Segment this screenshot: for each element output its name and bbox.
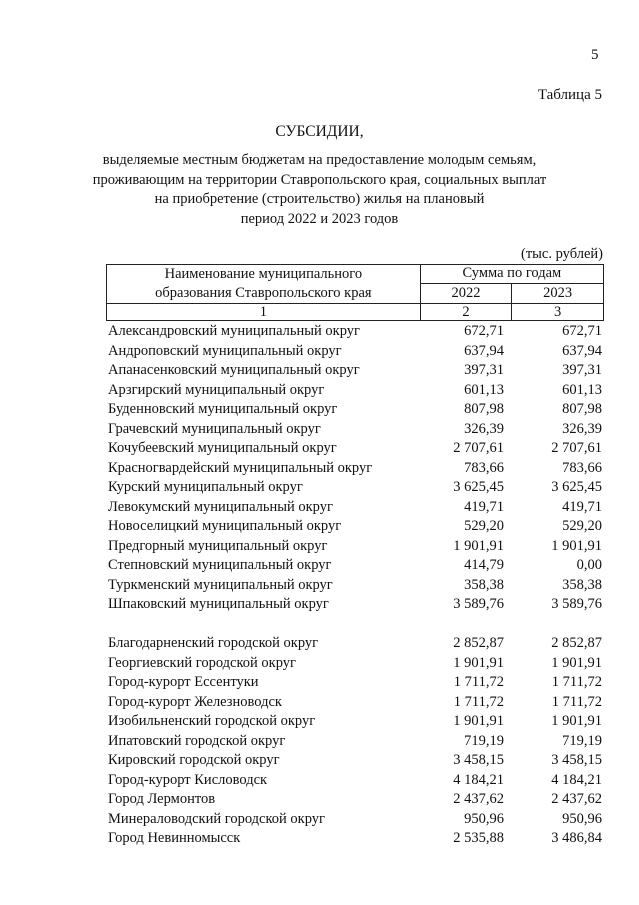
row-value-2022: 807,98 <box>464 401 504 417</box>
header-name-line2: образования Ставропольского края <box>155 285 372 301</box>
row-value-2022: 1 901,91 <box>453 713 504 729</box>
column-number-1: 1 <box>107 304 421 321</box>
row-value-2022: 414,79 <box>464 557 504 573</box>
row-value-2022: 2 707,61 <box>453 440 504 456</box>
subtitle-line: период 2022 и 2023 годов <box>240 210 399 227</box>
table-row <box>108 829 602 849</box>
table-row <box>108 400 602 420</box>
row-name: Изобильненский городской округ <box>108 713 316 729</box>
row-value-2022: 326,39 <box>464 420 504 437</box>
row-name: Грачевский муниципальный округ <box>108 420 321 437</box>
row-value-2023: 807,98 <box>562 401 602 417</box>
row-value-2022: 3 625,45 <box>453 479 504 495</box>
row-value-2022: 1 711,72 <box>453 674 504 690</box>
header-name-cell <box>107 265 421 304</box>
table-row <box>108 498 602 518</box>
row-name: Туркменский муниципальный округ <box>108 576 333 593</box>
row-name: Левокумский муниципальный округ <box>108 498 333 515</box>
row-value-2023: 529,20 <box>562 518 602 534</box>
row-value-2023: 2 437,62 <box>551 791 602 807</box>
row-value-2022: 419,71 <box>464 498 504 515</box>
row-value-2023: 0,00 <box>576 557 602 573</box>
row-name: Кировский городской округ <box>108 752 280 768</box>
row-value-2023: 2 707,61 <box>551 440 602 456</box>
table-row <box>108 478 602 498</box>
table-row <box>108 576 602 596</box>
table-row <box>108 712 602 732</box>
row-name: Благодарненский городской округ <box>108 635 319 651</box>
document-subtitle <box>60 151 579 229</box>
row-value-2022: 601,13 <box>464 381 504 398</box>
row-name: Город-курорт Железноводск <box>108 693 282 710</box>
row-value-2023: 719,19 <box>562 732 602 749</box>
table-row <box>108 595 602 615</box>
table-row <box>108 459 602 479</box>
gorod-rows <box>108 634 602 849</box>
row-value-2022: 783,66 <box>464 459 504 476</box>
row-value-2023: 950,96 <box>562 810 602 827</box>
row-value-2022: 1 901,91 <box>453 537 504 554</box>
row-value-2022: 4 184,21 <box>453 771 504 788</box>
table-row <box>108 771 602 791</box>
row-value-2023: 419,71 <box>562 498 602 515</box>
table-row <box>108 751 602 771</box>
row-value-2023: 1 901,91 <box>551 713 602 729</box>
row-name: Апанасенковский муниципальный округ <box>108 362 360 378</box>
table-row <box>108 673 602 693</box>
row-name: Город-курорт Кисловодск <box>108 771 268 788</box>
header-year-2023: 2023 <box>512 283 604 303</box>
table-row <box>108 322 602 342</box>
document-title: СУБСИДИИ, <box>275 123 364 140</box>
row-value-2023: 783,66 <box>562 459 602 476</box>
row-name: Город-курорт Ессентуки <box>108 674 259 690</box>
row-value-2022: 358,38 <box>464 576 504 593</box>
row-value-2023: 3 625,45 <box>551 479 602 495</box>
table-row <box>108 810 602 830</box>
table-row <box>108 732 602 752</box>
column-number-3: 3 <box>512 304 604 321</box>
row-value-2022: 637,94 <box>464 342 504 359</box>
row-value-2022: 2 437,62 <box>453 791 504 807</box>
row-value-2023: 1 901,91 <box>551 654 602 671</box>
row-value-2023: 1 711,72 <box>551 693 602 710</box>
row-name: Арзгирский муниципальный округ <box>108 381 325 398</box>
row-value-2023: 672,71 <box>562 323 602 339</box>
row-value-2022: 672,71 <box>464 323 504 339</box>
row-name: Минераловодский городской округ <box>108 810 325 827</box>
table-row <box>108 420 602 440</box>
row-name: Георгиевский городской округ <box>108 654 296 671</box>
table-row <box>108 654 602 674</box>
row-name: Красногвардейский муниципальный округ <box>108 459 373 476</box>
table-row <box>108 439 602 459</box>
row-value-2023: 3 589,76 <box>551 596 602 612</box>
row-name: Андроповский муниципальный округ <box>108 342 342 359</box>
header-sum-cell: Сумма по годам <box>420 265 603 284</box>
table-row <box>108 693 602 713</box>
table-row <box>108 381 602 401</box>
table-label: Таблица 5 <box>537 87 602 103</box>
column-number-2: 2 <box>420 304 512 321</box>
subtitle-line: проживающим на территории Ставропольского края, социальных выплат <box>92 171 547 188</box>
row-name: Предгорный муниципальный округ <box>108 537 328 554</box>
page-number: 5 <box>591 47 599 63</box>
row-name: Александровский муниципальный округ <box>108 323 360 339</box>
table-row <box>108 537 602 557</box>
row-value-2023: 637,94 <box>562 342 602 359</box>
row-value-2022: 3 458,15 <box>453 752 504 768</box>
row-name: Шпаковский муниципальный округ <box>108 596 329 612</box>
row-name: Кочубеевский муниципальный округ <box>108 440 337 456</box>
row-value-2023: 2 852,87 <box>551 635 602 651</box>
table-row <box>108 790 602 810</box>
row-value-2022: 529,20 <box>464 518 504 534</box>
row-name: Город Лермонтов <box>108 791 216 807</box>
row-name: Город Невинномысск <box>108 830 241 846</box>
table-row <box>108 342 602 362</box>
header-name-line1: Наименование муниципального <box>164 266 363 282</box>
table-header <box>106 264 604 321</box>
subtitle-line: на приобретение (строительство) жилья на плановый <box>154 191 485 207</box>
row-value-2023: 1 711,72 <box>551 674 602 690</box>
row-name: Курский муниципальный округ <box>108 479 303 495</box>
subtitle-line: выделяемые местным бюджетам на предоставление молодым семьям, <box>102 152 537 168</box>
row-value-2022: 2 852,87 <box>453 635 504 651</box>
row-value-2023: 3 458,15 <box>551 752 602 768</box>
row-value-2022: 1 901,91 <box>453 654 504 671</box>
row-name: Буденновский муниципальный округ <box>108 401 338 417</box>
row-value-2022: 719,19 <box>464 732 504 749</box>
row-value-2023: 601,13 <box>562 381 602 398</box>
header-year-2022: 2022 <box>420 283 512 303</box>
row-value-2023: 1 901,91 <box>551 537 602 554</box>
row-value-2022: 3 589,76 <box>453 596 504 612</box>
row-name: Новоселицкий муниципальный округ <box>108 518 342 534</box>
table-row <box>108 361 602 381</box>
row-value-2022: 2 535,88 <box>453 830 504 846</box>
table-row <box>108 634 602 654</box>
table-row <box>108 517 602 537</box>
row-name: Ипатовский городской округ <box>108 732 286 749</box>
row-value-2023: 4 184,21 <box>551 771 602 788</box>
row-value-2023: 326,39 <box>562 420 602 437</box>
row-value-2023: 3 486,84 <box>551 830 602 846</box>
row-value-2023: 397,31 <box>562 362 602 378</box>
row-value-2023: 358,38 <box>562 576 602 593</box>
row-value-2022: 950,96 <box>464 810 504 827</box>
row-name: Степновский муниципальный округ <box>108 557 332 573</box>
row-value-2022: 1 711,72 <box>453 693 504 710</box>
table-row <box>108 556 602 576</box>
okrug-rows <box>108 322 602 615</box>
row-value-2022: 397,31 <box>464 362 504 378</box>
units-label: (тыс. рублей) <box>521 246 603 262</box>
